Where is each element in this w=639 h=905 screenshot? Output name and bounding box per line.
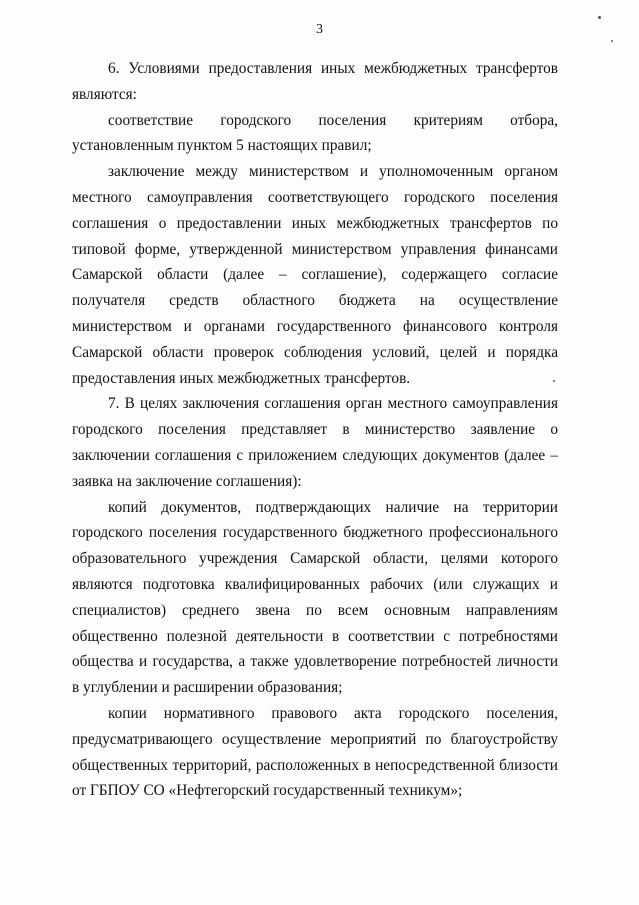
- scan-speck: [598, 16, 601, 19]
- page-number: 3: [316, 22, 323, 37]
- paragraph-application-heading: 7. В целях заключения соглашения орган местного самоуправления городского поселения представляет в министерство заявление о заключении соглашения с приложением следующих документов (далее – заявка на заключение соглашения):: [72, 395, 558, 490]
- scan-speck: [553, 380, 555, 382]
- paragraph-normative-act: копии нормативного правового акта городского поселения, предусматривающего осуществление мероприятий по благоустройству общественных территорий, расположенных в непосредственной близости от ГБПОУ СО «Нефтегорский государственный техникум»;: [72, 704, 558, 800]
- scan-speck: [611, 40, 613, 42]
- paragraph-condition-agreement: заключение между министерством и уполномоченным органом местного самоуправления соответствующего городского поселения соглашения о предоставлении иных межбюджетных трансфертов по типовой форме, утвержденной министерством управления финансами Самарской области (далее – соглашение), содержащего согласие получателя средств областного бюджета на осуществление министерством и органами государственного финансового контроля Самарской области проверок соблюдения условий, целей и порядка предоставления иных межбюджетных трансфертов.: [72, 163, 558, 387]
- document-body: [72, 56, 558, 804]
- paragraph-conditions-heading: 6. Условиями предоставления иных межбюджетных трансфертов являются:: [72, 60, 558, 103]
- paragraph-document-copies: копий документов, подтверждающих наличие на территории городского поселения государственного бюджетного профессионального образовательного учреждения Самарской области, целями которого являются подготовка квалифицированных рабочих (или служащих и специалистов) среднего звена по всем основным направлениям общественно полезной деятельности в соответствии с потребностями общества и государства, а также удовлетворение потребностей личности в углублении и расширении образования;: [72, 498, 558, 697]
- paragraph-condition-criteria: соответствие городского поселения критериям отбора, установленным пунктом 5 настоящих правил;: [72, 111, 558, 155]
